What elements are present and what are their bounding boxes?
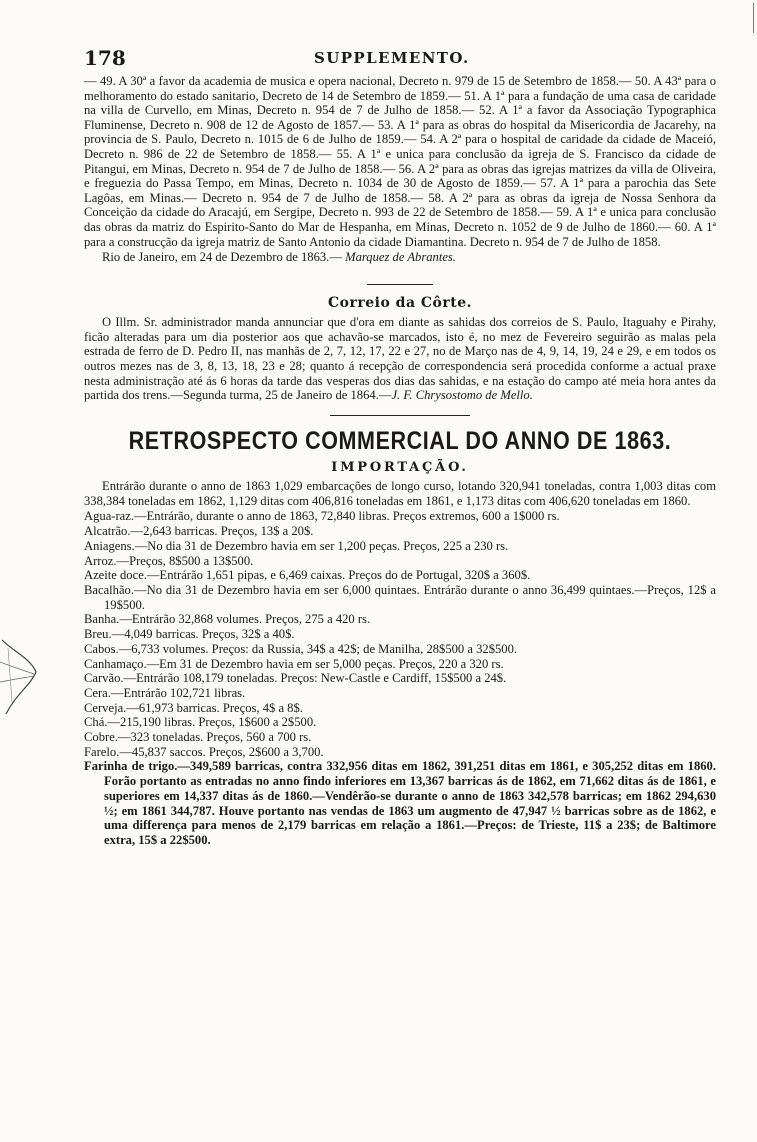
- list-item: Chá.—215,190 libras. Preços, 1$600 a 2$500.: [84, 715, 317, 730]
- list-item: Bacalhão.—No dia 31 de Dezembro havia em ser 6,000 quintaes. Entrárão durante o anno 36,499 quintaes.—Preços, 12$ a 19$500.: [84, 582, 716, 612]
- section-divider-2: [330, 415, 470, 417]
- running-title: SUPPLEMENTO.: [314, 49, 470, 67]
- section-divider: [367, 284, 433, 286]
- list-item: Azeite doce.—Entrárão 1,651 pipas, e 6,469 caixas. Preços do de Portugal, 320$ a 360$.: [84, 568, 531, 583]
- importacao-subtitle: IMPORTAÇÃO.: [331, 460, 469, 476]
- signature-place: Rio de Janeiro, em 24 de Dezembro de 1863.—: [102, 250, 342, 265]
- correio-title: Correio da Côrte.: [327, 295, 472, 312]
- list-item: Carvão.—Entrárão 108,179 toneladas. Preços: New-Castle e Cardiff, 15$500 a 24$.: [84, 671, 507, 686]
- list-item: Banha.—Entrárão 32,868 volumes. Preços, 275 a 420 rs.: [84, 612, 371, 627]
- list-item: Cera.—Entrárão 102,721 libras.: [84, 685, 246, 700]
- list-item: Cobre.—323 toneladas. Preços, 560 a 700 rs.: [84, 730, 312, 745]
- page: [84, 46, 716, 848]
- page-header: [84, 46, 716, 68]
- list-item: Breu.—4,049 barricas. Preços, 32$ a 40$.: [84, 627, 295, 642]
- list-item: Arroz.—Preços, 8$500 a 13$500.: [84, 553, 254, 568]
- correio-paragraph: [84, 315, 716, 403]
- list-item: Aniagens.—No dia 31 de Dezembro havia em ser 1,200 peças. Preços, 225 a 230 rs.: [84, 538, 509, 553]
- retrospecto-title: RETROSPECTO COMMERCIAL DO ANNO DE 1863.: [128, 427, 672, 456]
- binding-thread-mark: [0, 632, 40, 722]
- signature-name: Marquez de Abrantes.: [345, 250, 456, 265]
- continuation-paragraph: — 49. A 30ª a favor da academia de musica e opera nacional, Decreto n. 979 de 15 de Setembro de 1858.— 50. A 43ª para o melhoramento do estado sanitario, Decreto de 14 de Setembro de 1859.— 51. A 1ª para a fundação de uma casa de caridade na villa de Curvello, em Minas, Decreto n. 954 de 7 de Julho de 1858.— 52. A 1ª a favor da Associação Typographica Fluminense, Decreto n. 908 de 12 de Agosto de 1857.— 53. A 1ª para as obras do hospital da Misericordia de Jacarehy, na provincia de S. Paulo, Decreto n. 1015 de 6 de Julho de 1859.— 54. A 2ª para o hospital de caridade da cidade de Maceió, Decreto n. 986 de 22 de Setembro de 1858.— 55. A 1ª e unica para conclusão da igreja de S. Francisco da cidade de Pitangui, em Minas, Decreto n. 954 de 7 de Julho de 1858.— 56. A 2ª para as obras das igrejas matrizes da villa de Oliveira, e freguezia do Passa Tempo, em Minas, Decreto n. 1034 de 30 de Agosto de 1859.— 57. A 1ª para a parochia das Sete Lagôas, em Minas.— Decreto n. 954 de 7 de Julho de 1858.— 58. A 2ª para as obras da igreja de Nossa Senhora da Conceição da cidade do Aracajú, em Sergipe, Decreto n. 993 de 22 de Setembro de 1858.— 59. A 1ª e unica para conclusão das obras da matriz do Espirito-Santo do Mar de Hespanha, em Minas, Decreto n. 1052 de 9 de Julho de 1860.— 60. A 1ª para a construcção da igreja matriz de Santo Antonio da cidade Diamantina. Decreto n. 954 de 7 de Julho de 1858.: [84, 74, 716, 249]
- page-edge-line: [753, 3, 754, 33]
- list-item-farinha: Farinha de trigo.—349,589 barricas, contra 332,956 ditas em 1862, 391,251 ditas em 1861, e 305,252 ditas em 1860. Forão portanto as entradas no anno findo inferiores em 13,367 barricas ás de 1862, em 71,662 ditas ás de 1861, e superiores em 14,337 ditas ás de 1860.—Vendêrão-se durante o anno de 1863 342,578 barricas; em 1862 294,630 ½; em 1861 344,787. Houve portanto nas vendas de 1863 um augmento de 47,947 ½ barricas sobre as de 1862, e uma differença para menos de 2,179 barricas em relação a 1861.—Preços: de Trieste, 11$ a 23$; de Baltimore extra, 15$ a 22$500.: [84, 759, 716, 847]
- continuation-signature: [84, 250, 716, 265]
- list-item: Cabos.—6,733 volumes. Preços: da Russia, 34$ a 42$; de Manilha, 28$500 a 32$500.: [84, 641, 518, 656]
- list-item: Cerveja.—61,973 barricas. Preços, 4$ a 8$.: [84, 700, 303, 715]
- correio-author: J. F. Chrysostomo de Mello.: [391, 388, 533, 403]
- list-item: Alcatrão.—2,643 barricas. Preços, 13$ a 20$.: [84, 524, 314, 539]
- list-item: Agua-raz.—Entrárão, durante o anno de 1863, 72,840 libras. Preços extremos, 600 a 1$000 rs.: [84, 509, 560, 524]
- page-number: 178: [84, 46, 126, 70]
- list-item: Farelo.—45,837 saccos. Preços, 2$600 a 3,700.: [84, 744, 324, 759]
- list-item: Canhamaço.—Em 31 de Dezembro havia em ser 5,000 peças. Preços, 220 a 320 rs.: [84, 656, 504, 671]
- correio-text: O Illm. Sr. administrador manda annunciar que d'ora em diante as sahidas dos correios de S. Paulo, Itaguahy e Pirahy, ficão alteradas para um dia posterior aos que achavão-se marcados, isto é, no mez de Fevereiro seguirão as malas pela estrada de ferro de D. Pedro II, nas manhãs de 2, 7, 12, 17, 22 e 27, no de Março nas de 4, 9, 14, 19, 24 e 29, e em todos os outros mezes nas de 3, 8, 13, 18, 23 e 28; quanto á recepção de correspondencia será procedida conforme a actual praxe nesta administração até ás 6 horas da tarde das vesperas dos dias das sahidas, e na estação do campo até meia hora antes da partida dos trens.—Segunda turma, 25 de Janeiro de 1864.—: [84, 315, 716, 403]
- retrospecto-intro: Entrárão durante o anno de 1863 1,029 embarcações de longo curso, lotando 320,941 toneladas, contra 1,003 ditas com 338,384 toneladas em 1862, 1,129 ditas com 406,816 toneladas em 1861, e 1,173 ditas com 406,620 toneladas em 1860.: [84, 479, 716, 508]
- commodity-list: [84, 509, 716, 847]
